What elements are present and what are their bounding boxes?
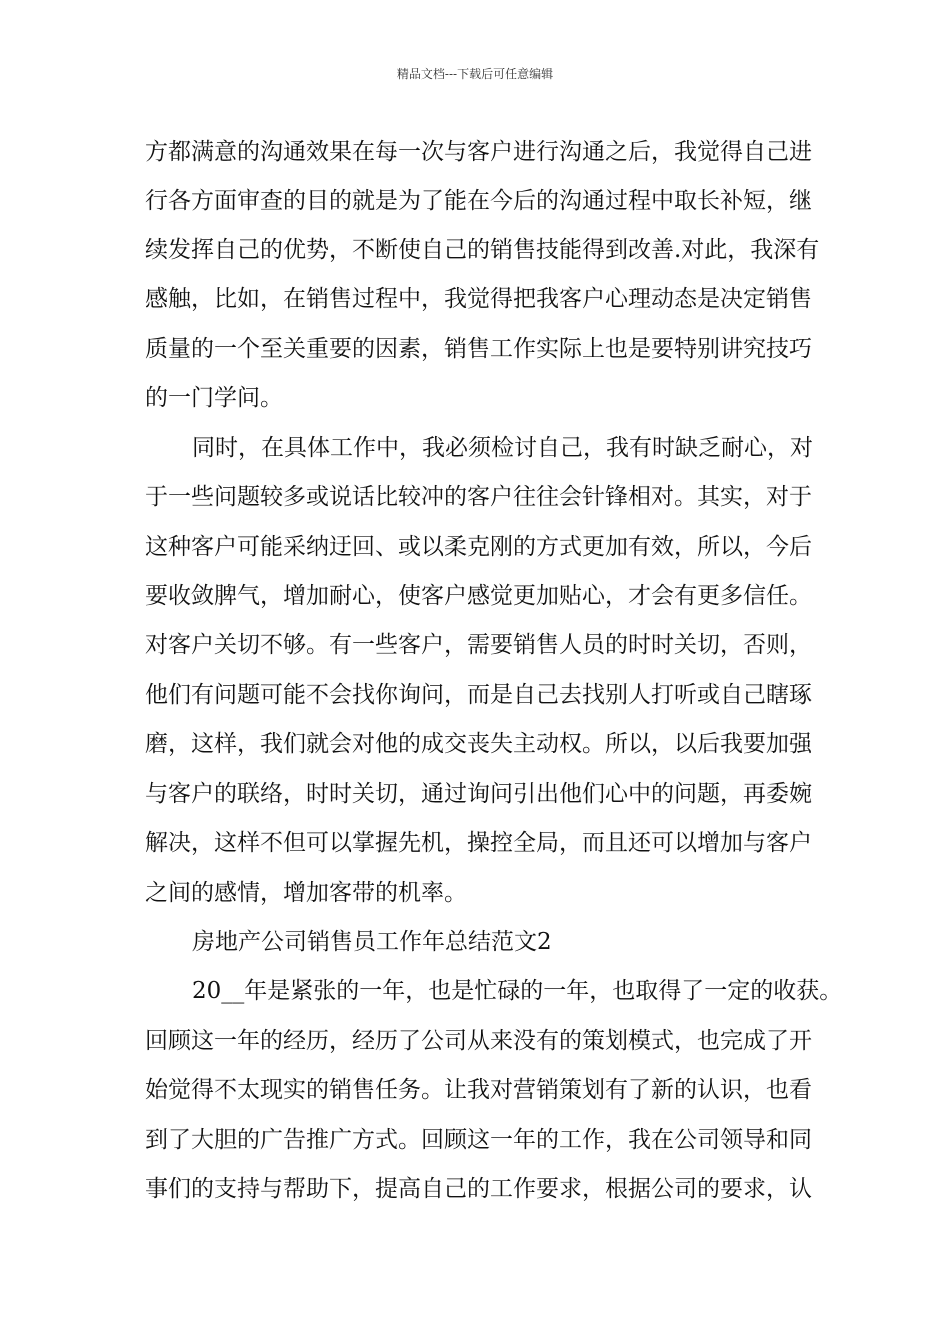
body-line: 感触，比如，在销售过程中，我觉得把我客户心理动态是决定销售 [145,286,812,312]
body-line: 解决，这样不但可以掌握先机，操控全局，而且还可以增加与客户 [145,830,812,856]
body-line: 质量的一个至关重要的因素，销售工作实际上也是要特别讲究技巧 [145,336,812,362]
body-line: 20__年是紧张的一年，也是忙碌的一年，也取得了一定的收获。 [192,978,843,1004]
body-line: 之间的感情，增加客带的机率。 [145,880,467,906]
body-line: 始觉得不太现实的销售任务。让我对营销策划有了新的认识，也看 [145,1077,812,1103]
body-line: 到了大胆的广告推广方式。回顾这一年的工作，我在公司领导和同 [145,1127,812,1153]
body-line: 的一门学问。 [145,385,283,411]
body-line: 与客户的联络，时时关切，通过询问引出他们心中的问题，再委婉 [145,781,812,807]
body-line: 同时，在具体工作中，我必须检讨自己，我有时缺乏耐心，对 [192,435,813,461]
body-line: 行各方面审查的目的就是为了能在今后的沟通过程中取长补短，继 [145,188,812,214]
section-heading: 房地产公司销售员工作年总结范文2 [192,929,552,955]
body-line: 事们的支持与帮助下，提高自己的工作要求，根据公司的要求，认 [145,1176,812,1202]
body-line: 于一些问题较多或说话比较冲的客户往往会针锋相对。其实，对于 [145,484,812,510]
body-line: 磨，这样，我们就会对他的成交丧失主动权。所以，以后我要加强 [145,731,812,757]
body-line: 他们有问题可能不会找你询问，而是自己去找别人打听或自己瞎琢 [145,682,812,708]
body-line: 对客户关切不够。有一些客户，需要销售人员的时时关切，否则， [145,632,812,658]
page-header: 精品文档---下载后可任意编辑 [396,67,554,81]
body-line: 回顾这一年的经历，经历了公司从来没有的策划模式，也完成了开 [145,1028,812,1054]
body-line: 方都满意的沟通效果在每一次与客户进行沟通之后，我觉得自己进 [145,139,812,165]
body-line: 要收敛脾气，增加耐心，使客户感觉更加贴心，才会有更多信任。 [145,583,812,609]
body-line: 续发挥自己的优势，不断使自己的销售技能得到改善.对此，我深有 [145,237,820,263]
body-line: 这种客户可能采纳迂回、或以柔克刚的方式更加有效，所以，今后 [145,534,812,560]
